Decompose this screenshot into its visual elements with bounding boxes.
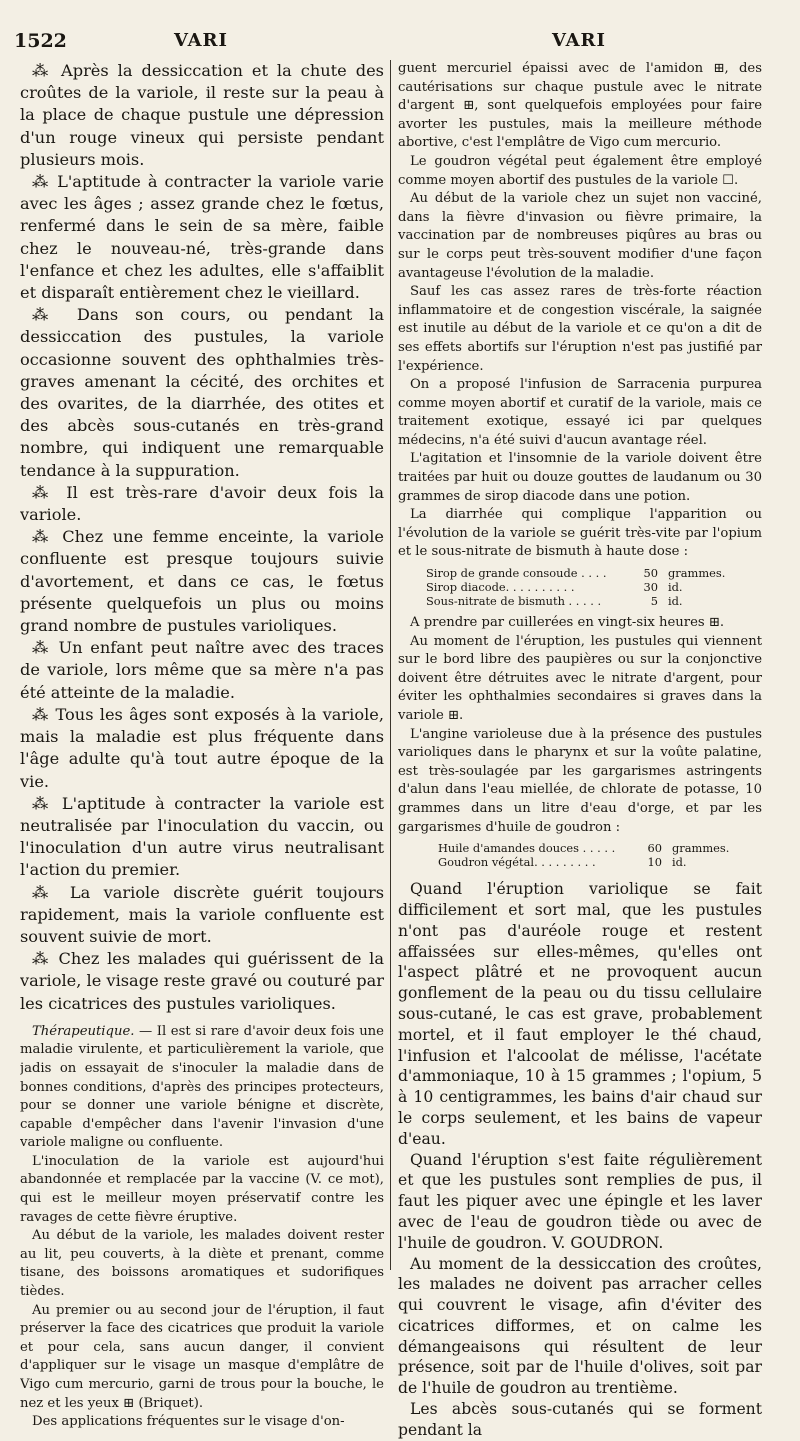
- running-head-left: VARI: [174, 30, 228, 51]
- prescription-row: Sous-nitrate de bismuth . . . . . 5 id.: [426, 594, 683, 609]
- prescription-table: [438, 841, 738, 869]
- therapeutics-paragraph: Thérapeutique. — Il est si rare d'avoir deux fois une maladie virulente, et particulièrement la variole, que jadis on essayait de s'inoculer la maladie dans de bonnes conditions, d'après des principes protecteurs, pour se donner une variole bénigne et discrète, capable d'empêcher dans l'avenir l'invasion d'une variole maligne ou confluente.: [20, 1023, 384, 1151]
- paragraph: L'inoculation de la variole est aujourd'hui abandonnée et remplacée par la vaccine (V. ce mot), qui est le meilleur moyen préservatif contre les ravages de cette fièvre éruptive.: [20, 1153, 384, 1225]
- paragraph: ⁂ La variole discrète guérit toujours rapidement, mais la variole confluente est souvent suivie de mort.: [20, 882, 384, 946]
- paragraph: ⁂ Tous les âges sont exposés à la variole, mais la maladie est plus fréquente dans l'âge adulte qu'à tout autre époque de la vie.: [20, 704, 384, 791]
- paragraph: L'angine varioleuse due à la présence des pustules varioliques dans le pharynx et sur la voûte palatine, est très-soulagée par les gargarismes astringents d'alun dans l'eau miellée, de chlorate de potasse, 10 grammes dans un litre d'eau d'orge, et par les gargarismes d'huile de goudron :: [398, 726, 762, 835]
- left-column: [20, 60, 384, 1432]
- paragraph: L'agitation et l'insomnie de la variole doivent être traitées par huit ou douze gouttes de laudanum ou 30 grammes de sirop diacode dans une potion.: [398, 451, 762, 504]
- paragraph: ⁂ Un enfant peut naître avec des traces de variole, lors même que sa mère n'a pas été atteinte de la maladie.: [20, 638, 384, 702]
- prescription-row: Huile d'amandes douces . . . . . 60 grammes.: [438, 841, 730, 856]
- paragraph: Au début de la variole, les malades doivent rester au lit, peu couverts, à la diète et prenant, comme tisane, des boissons aromatiques et sudorifiques tièdes.: [20, 1228, 384, 1300]
- paragraph: Au début de la variole chez un sujet non vacciné, dans la fièvre d'invasion ou fièvre primaire, la vaccination par de nombreuses piqûres au bras ou sur le corps peut très-souvent modifier d'une façon avantageuse l'évolution de la maladie.: [398, 191, 762, 281]
- paragraph: On a proposé l'infusion de Sarracenia purpurea comme moyen abortif et curatif de la variole, mais ce traitement exotique, essayé ici par quelques médecins, n'a été suivi d'aucun avantage réel.: [398, 377, 762, 448]
- therapeutics-heading: Thérapeutique.: [32, 1023, 135, 1039]
- paragraph: ⁂ Après la dessiccation et la chute des croûtes de la variole, il reste sur la peau à la place de chaque pustule une dépression d'un rouge vineux qui persiste pendant plusieurs mois.: [20, 61, 384, 169]
- paragraph: Des applications fréquentes sur le visage d'on-: [32, 1414, 345, 1430]
- paragraph: Le goudron végétal peut également être employé comme moyen abortif des pustules de la variole ☐.: [398, 153, 762, 188]
- prescription-row: Goudron végétal. . . . . . . . . 10 id.: [438, 855, 687, 870]
- right-column: [398, 60, 762, 1441]
- prescription-table: [426, 566, 726, 608]
- paragraph: A prendre par cuillerées en vingt-six heures ⊞.: [410, 615, 725, 631]
- prescription-row: Sirop de grande consoude . . . . 50 grammes.: [426, 566, 726, 581]
- paragraph: Quand l'éruption variolique se fait difficilement et sort mal, que les pustules n'ont pas d'auréole rouge et restent affaissées sur elles-mêmes, qu'elles ont l'aspect plâtré et ne provoquent aucun gonflement de la peau ou du tissu cellulaire sous-cutané, le cas est grave, probablement mortel, et il faut employer le thé chaud, l'infusion et l'alcoolat de mélisse, l'acétate d'ammoniaque, 10 à 15 grammes ; l'opium, 5 à 10 centigrammes, les bains d'air chaud sur le corps seulement, et les bains de vapeur d'eau.: [398, 880, 762, 1148]
- column-divider: [390, 60, 391, 1270]
- paragraph: Au moment de la dessiccation des croûtes, les malades ne doivent pas arracher celles qui couvrent le visage, afin d'éviter des cicatrices difformes, et on calme les démangeaisons qui résultent de leur présence, soit par de l'huile d'olives, soit par de l'huile de goudron au trentième.: [398, 1254, 762, 1398]
- paragraph: ⁂ L'aptitude à contracter la variole est neutralisée par l'inoculation du vaccin, ou l'inoculation d'un autre virus neutralisant l'action du premier.: [20, 793, 384, 880]
- paragraph: Quand l'éruption s'est faite régulièrement et que les pustules sont remplies de pus, il faut les piquer avec une épingle et les laver avec de l'eau de goudron tiède ou avec de l'huile de goudron. V. GOUDRON.: [398, 1150, 762, 1252]
- paragraph: Au premier ou au second jour de l'éruption, il faut préserver la face des cicatrices que produit la variole et pour cela, sans aucun danger, il convient d'appliquer sur le visage un masque d'emplâtre de Vigo cum mercurio, garni de trous pour la bouche, le nez et les yeux ⊞ (Briquet).: [20, 1302, 384, 1411]
- paragraph: ⁂ Dans son cours, ou pendant la dessiccation des pustules, la variole occasionne souvent des ophthalmies très-graves amenant la cécité, des orchites et des ovarites, de la diarrhée, des otites et des abcès sous-cutanés en très-grand nombre, qui indiquent une remarquable tendance à la suppuration.: [20, 305, 384, 480]
- paragraph: La diarrhée qui complique l'apparition ou l'évolution de la variole se guérit très-vite par l'opium et le sous-nitrate de bismuth à haute dose :: [398, 507, 762, 560]
- page-number: 1522: [14, 30, 67, 52]
- paragraph: guent mercuriel épaissi avec de l'amidon ⊞, des cautérisations sur chaque pustule avec le nitrate d'argent ⊞, sont quelquefois employées pour faire avorter les pustules, mais la meilleure méthode abortive, c'est l'emplâtre de Vigo cum mercurio.: [398, 61, 762, 151]
- prescription-row: Sirop diacode. . . . . . . . . . 30 id.: [426, 580, 683, 595]
- running-head-right: VARI: [552, 30, 606, 51]
- paragraph: Les abcès sous-cutanés qui se forment pendant la: [398, 1400, 762, 1439]
- paragraph: ⁂ Chez les malades qui guérissent de la variole, le visage reste gravé ou couturé par les cicatrices des pustules varioliques.: [20, 949, 384, 1013]
- paragraph: ⁂ Chez une femme enceinte, la variole confluente est presque toujours suivie d'avortement, et dans ce cas, le fœtus présente quelquefois un plus ou moins grand nombre de pustules varioliques.: [20, 527, 384, 636]
- paragraph: ⁂ L'aptitude à contracter la variole varie avec les âges ; assez grande chez le fœtus, renfermé dans le sein de sa mère, faible chez le nouveau-né, très-grande dans l'enfance et chez les adultes, elle s'affaiblit et disparaît entièrement chez le vieillard.: [20, 172, 384, 303]
- paragraph: Au moment de l'éruption, les pustules qui viennent sur le bord libre des paupières ou sur la conjonctive doivent être détruites avec le nitrate d'argent, pour éviter les ophthalmies secondaires si graves dans la variole ⊞.: [398, 633, 762, 723]
- paragraph: Sauf les cas assez rares de très-forte réaction inflammatoire et de congestion viscérale, la saignée est inutile au début de la variole et ce qu'on a dit de ses effets abortifs sur l'éruption n'est pas justifié par l'expérience.: [398, 284, 762, 374]
- paragraph: ⁂ Il est très-rare d'avoir deux fois la variole.: [20, 482, 384, 525]
